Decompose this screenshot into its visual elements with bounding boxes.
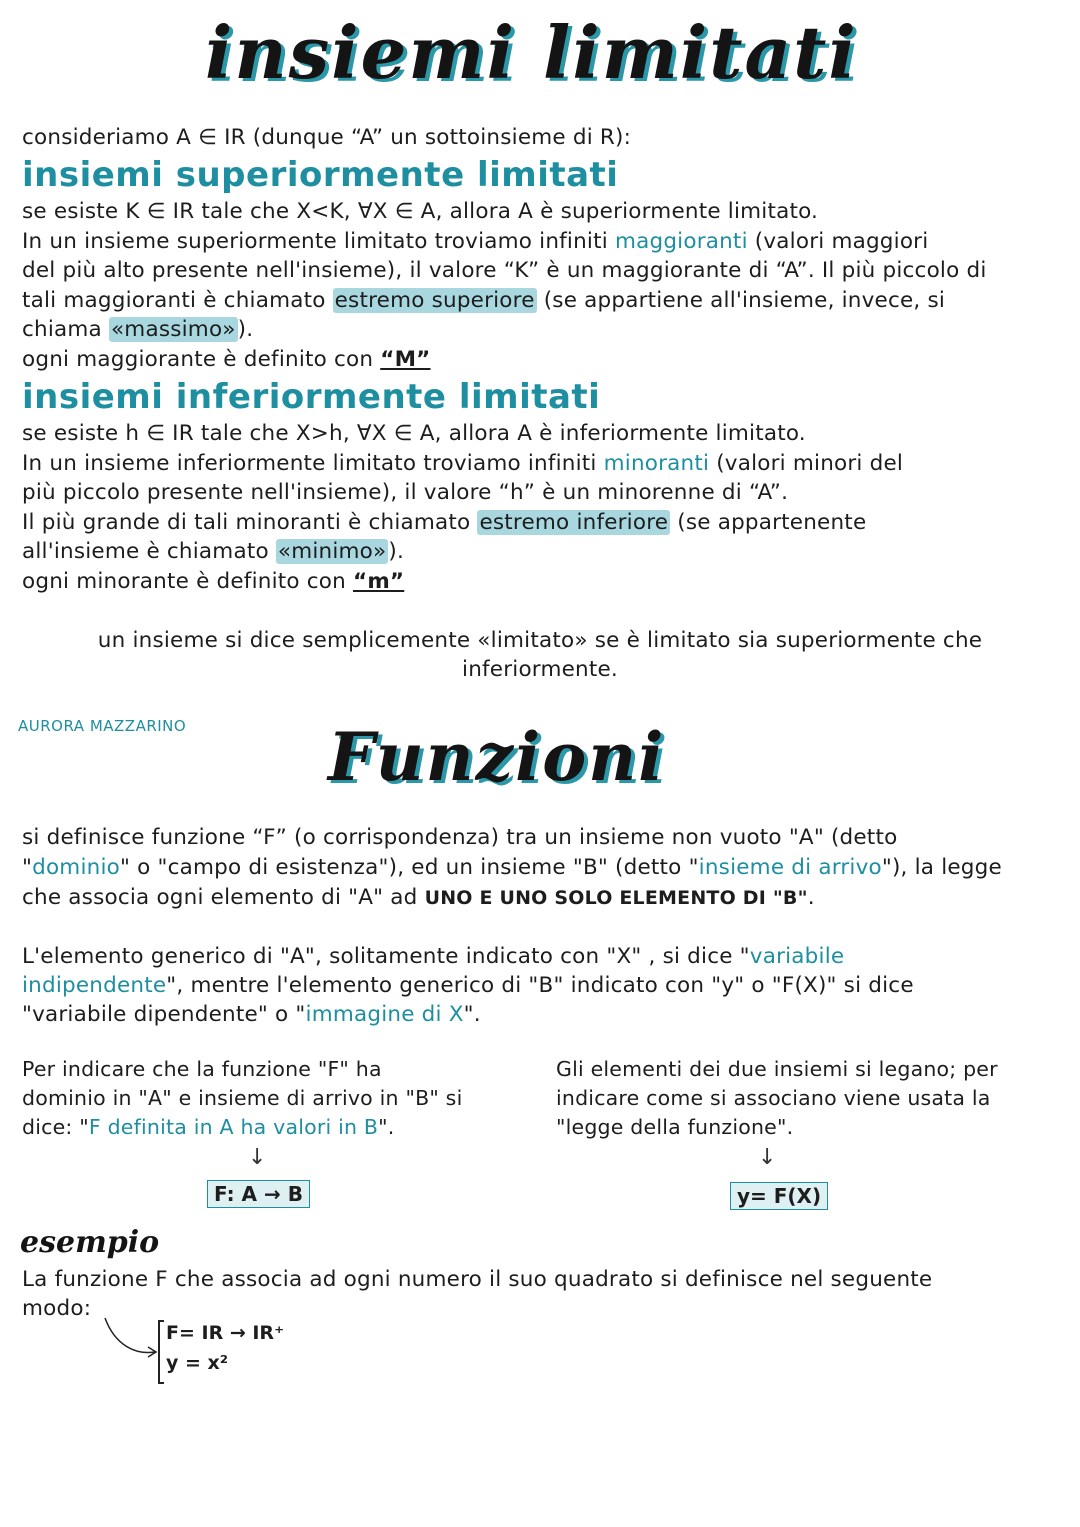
system-line-1: F= IR → IR⁺ bbox=[166, 1322, 285, 1344]
term-estremo-inferiore: estremo inferiore bbox=[479, 510, 669, 535]
inf-line-5: all'insieme è chiamato «minimo»). bbox=[22, 539, 404, 564]
inf-line-1: se esiste h ∈ IR tale che X>h, ∀X ∈ A, allora A è inferiormente limitato. bbox=[22, 421, 806, 446]
inf-line-4: Il più grande di tali minoranti è chiamato estremo inferiore (se appartenente bbox=[22, 510, 867, 535]
term-m: “m” bbox=[353, 569, 405, 594]
right-col-line-2: indicare come si associano viene usata la bbox=[556, 1086, 991, 1110]
var-line-1: L'elemento generico di "A", solitamente indicato con "X" , si dice "variabile bbox=[22, 944, 845, 969]
formula-box-y-fx: y= F(X) bbox=[730, 1182, 828, 1210]
inf-line-6: ogni minorante è definito con “m” bbox=[22, 569, 405, 594]
var-line-2: indipendente", mentre l'elemento generico di "B" indicato con "y" o "F(X)" si dice bbox=[22, 973, 914, 998]
term-immagine-di-x: immagine di X bbox=[305, 1002, 464, 1027]
term-indipendente: indipendente bbox=[22, 973, 167, 998]
esempio-heading: esempio bbox=[20, 1225, 160, 1260]
left-col-line-3: dice: "F definita in A ha valori in B". bbox=[22, 1115, 395, 1139]
def-line-3: che associa ogni elemento di "A" ad UNO E UNO SOLO ELEMENTO DI "B". bbox=[22, 885, 815, 910]
term-definita: F definita in A ha valori in B bbox=[88, 1115, 379, 1139]
term-minoranti: minoranti bbox=[603, 451, 710, 476]
page-title-funzioni: Funzioni bbox=[328, 718, 666, 796]
limitato-line-1: un insieme si dice semplicemente «limitato» se è limitato sia superiormente che bbox=[97, 628, 983, 653]
author-signature: AURORA MAZZARINO bbox=[18, 717, 187, 735]
example-line-2: modo: bbox=[22, 1296, 92, 1321]
sup-line-1: se esiste K ∈ IR tale che X<K, ∀X ∈ A, allora A è superiormente limitato. bbox=[22, 199, 819, 224]
inf-line-3: più piccolo presente nell'insieme), il valore “h” è un minorenne di “A”. bbox=[22, 480, 789, 505]
arrow-down-icon: ↓ bbox=[758, 1145, 777, 1170]
inf-line-2: In un insieme inferiormente limitato troviamo infiniti minoranti (valori minori del bbox=[22, 451, 904, 476]
term-massimo: «massimo» bbox=[110, 317, 236, 342]
term-dominio: dominio bbox=[32, 855, 120, 880]
sup-line-2: In un insieme superiormente limitato troviamo infiniti maggioranti (valori maggiori bbox=[22, 229, 929, 254]
term-M: “M” bbox=[380, 347, 431, 372]
example-line-1: La funzione F che associa ad ogni numero il suo quadrato si definisce nel seguente bbox=[22, 1267, 933, 1292]
right-col-line-1: Gli elementi dei due insiemi si legano; per bbox=[556, 1057, 998, 1081]
term-minimo: «minimo» bbox=[277, 539, 387, 564]
term-insieme-di-arrivo: insieme di arrivo bbox=[698, 855, 882, 880]
def-line-1: si definisce funzione “F” (o corrispondenza) tra un insieme non vuoto "A" (detto bbox=[22, 825, 898, 850]
system-line-2: y = x² bbox=[166, 1352, 229, 1374]
heading-inferiormente: insiemi inferiormente limitati bbox=[22, 377, 601, 417]
arrow-down-icon: ↓ bbox=[248, 1145, 267, 1170]
sup-line-6: ogni maggiorante è definito con “M” bbox=[22, 347, 431, 372]
intro-text: consideriamo A ∈ IR (dunque “A” un sottoinsieme di R): bbox=[22, 125, 632, 150]
system-brace bbox=[158, 1320, 164, 1384]
heading-superiormente: insiemi superiormente limitati bbox=[22, 155, 619, 195]
limitato-line-2: inferiormente. bbox=[462, 657, 618, 682]
var-line-3: "variabile dipendente" o "immagine di X". bbox=[22, 1002, 481, 1027]
sup-line-5: chiama «massimo»). bbox=[22, 317, 254, 342]
right-col-line-3: "legge della funzione". bbox=[556, 1115, 794, 1139]
left-col-line-1: Per indicare che la funzione "F" ha bbox=[22, 1057, 382, 1081]
sup-line-3: del più alto presente nell'insieme), il valore “K” è un maggiorante di “A”. Il più piccolo di bbox=[22, 258, 987, 283]
formula-box-f-a-b: F: A → B bbox=[207, 1180, 310, 1208]
term-uno-e-uno-solo: UNO E UNO SOLO ELEMENTO DI "B" bbox=[424, 887, 808, 909]
def-line-2: "dominio" o "campo di esistenza"), ed un insieme "B" (detto "insieme di arrivo"), la legge bbox=[22, 855, 1002, 880]
left-col-line-2: dominio in "A" e insieme di arrivo in "B" si bbox=[22, 1086, 463, 1110]
term-maggioranti: maggioranti bbox=[614, 229, 748, 254]
page-title-insiemi-limitati: insiemi limitati bbox=[205, 10, 858, 95]
sup-line-4: tali maggioranti è chiamato estremo superiore (se appartiene all'insieme, invece, si bbox=[22, 288, 946, 313]
term-variabile: variabile bbox=[749, 944, 845, 969]
term-estremo-superiore: estremo superiore bbox=[334, 288, 535, 313]
